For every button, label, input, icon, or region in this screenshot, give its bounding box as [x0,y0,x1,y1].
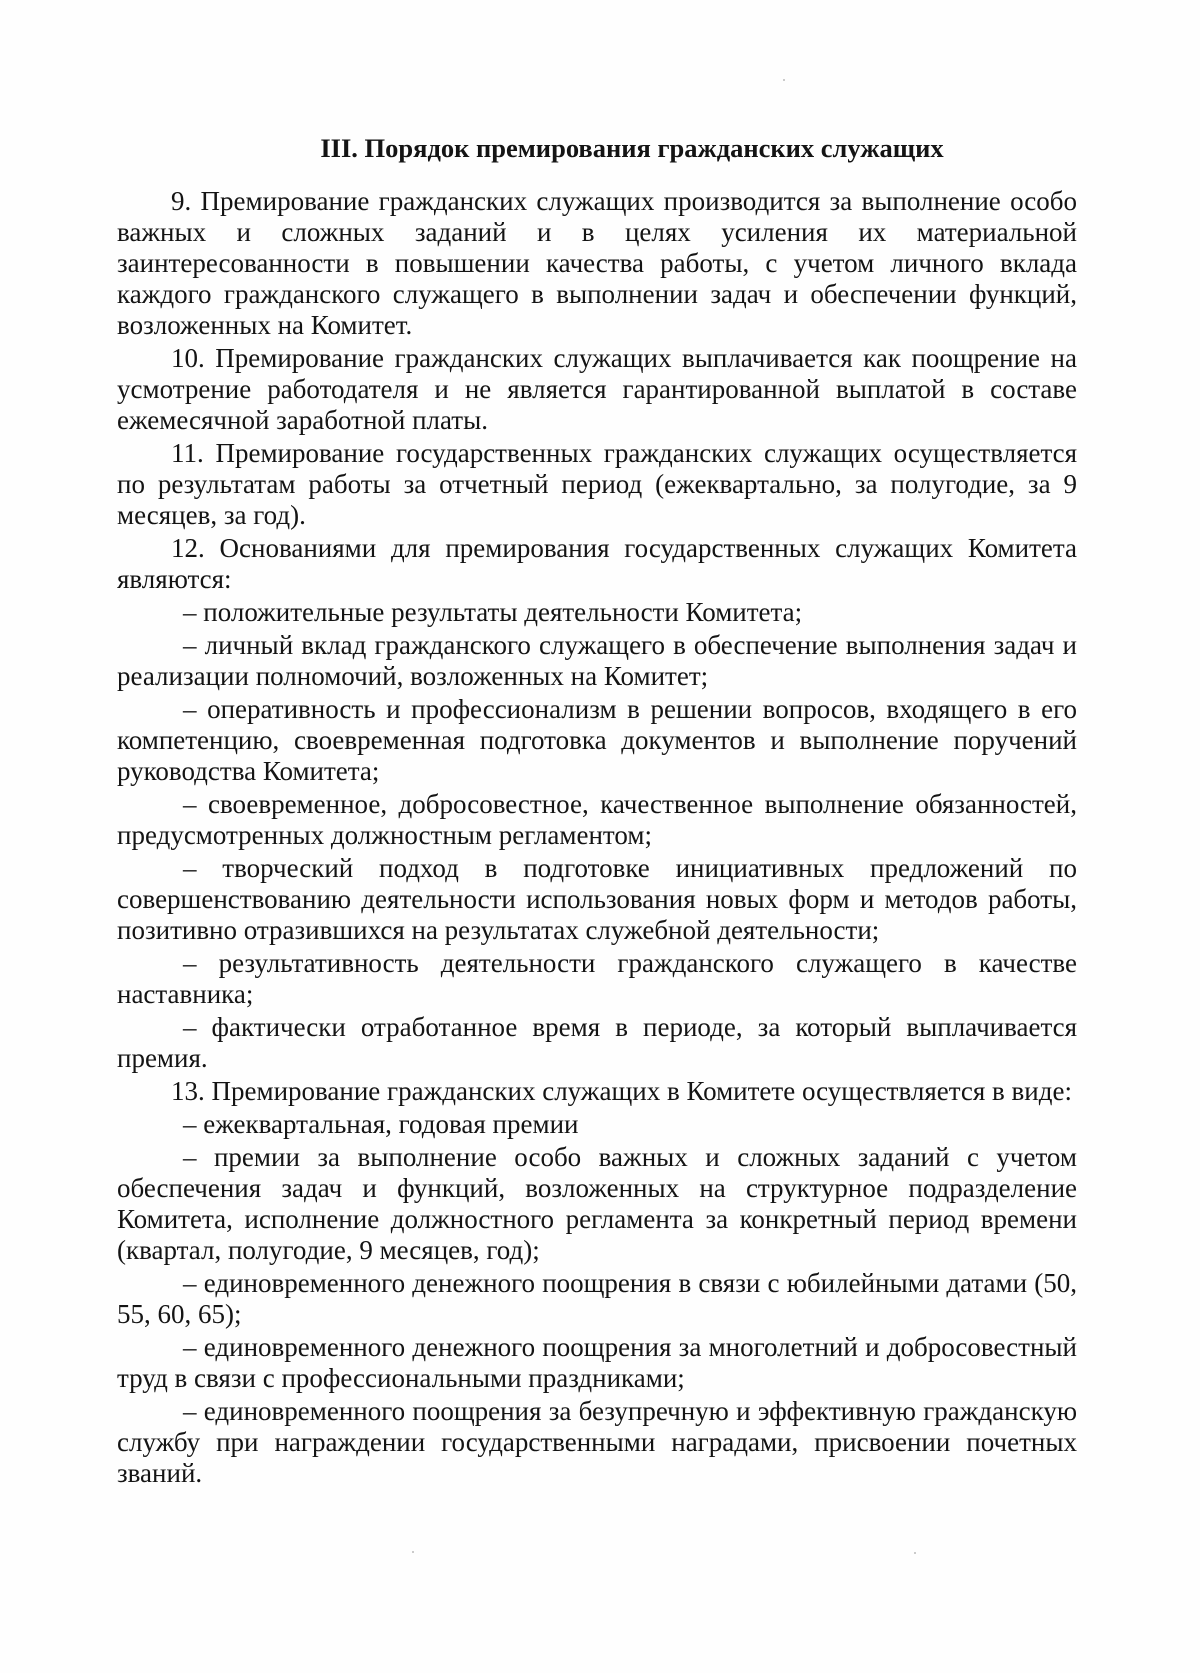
paragraph-10: 10. Премирование гражданских служащих выплачивается как поощрение на усмотрение работодателя и не является гарантированной выплатой в составе ежемесячной заработной платы. [117,343,1077,435]
list-item: – единовременного поощрения за безупречную и эффективную гражданскую службу при награждении государственными наградами, присвоении почетных званий. [117,1396,1077,1488]
list-item: – результативность деятельности гражданского служащего в качестве наставника; [117,948,1077,1009]
list-item: – личный вклад гражданского служащего в обеспечение выполнения задач и реализации полномочий, возложенных на Комитет; [117,630,1077,691]
paragraph-12: 12. Основаниями для премирования государственных служащих Комитета являются: [117,533,1077,594]
list-item: – единовременного денежного поощрения за многолетний и добросовестный труд в связи с профессиональными праздниками; [117,1332,1077,1393]
paragraph-9: 9. Премирование гражданских служащих производится за выполнение особо важных и сложных заданий и в целях усиления их материальной заинтересованности в повышении качества работы, с учетом личного вклада каждого гражданского служащего в выполнении задач и обеспечении функций, возложенных на Комитет. [117,186,1077,340]
section-title: III. Порядок премирования гражданских служащих [320,133,944,163]
list-item: – премии за выполнение особо важных и сложных заданий с учетом обеспечения задач и функций, возложенных на структурное подразделение Комитета, исполнение должностного регламента за конкретный период времени (квартал, полугодие, 9 месяцев, год); [117,1142,1077,1265]
list-item: – фактически отработанное время в периоде, за который выплачивается премия. [117,1012,1077,1073]
list-item: – положительные результаты деятельности Комитета; [183,597,803,627]
scan-speck [783,79,785,81]
list-item: – творческий подход в подготовке инициативных предложений по совершенствованию деятельности использования новых форм и методов работы, позитивно отразившихся на результатах служебной деятельности; [117,853,1077,945]
list-item: – ежеквартальная, годовая премии [183,1109,579,1139]
paragraph-11: 11. Премирование государственных гражданских служащих осуществляется по результатам работы за отчетный период (ежеквартально, за полугодие, за 9 месяцев, за год). [117,438,1077,530]
scan-speck [914,1552,916,1554]
paragraph-13: 13. Премирование гражданских служащих в Комитете осуществляется в виде: [171,1076,1072,1106]
list-item: – оперативность и профессионализм в решении вопросов, входящего в его компетенцию, своевременная подготовка документов и выполнение поручений руководства Комитета; [117,694,1077,786]
document-body [117,132,1077,1489]
list-item: – своевременное, добросовестное, качественное выполнение обязанностей, предусмотренных должностным регламентом; [117,789,1077,850]
list-item: – единовременного денежного поощрения в связи с юбилейными датами (50, 55, 60, 65); [117,1268,1077,1329]
scan-speck [412,1551,414,1553]
